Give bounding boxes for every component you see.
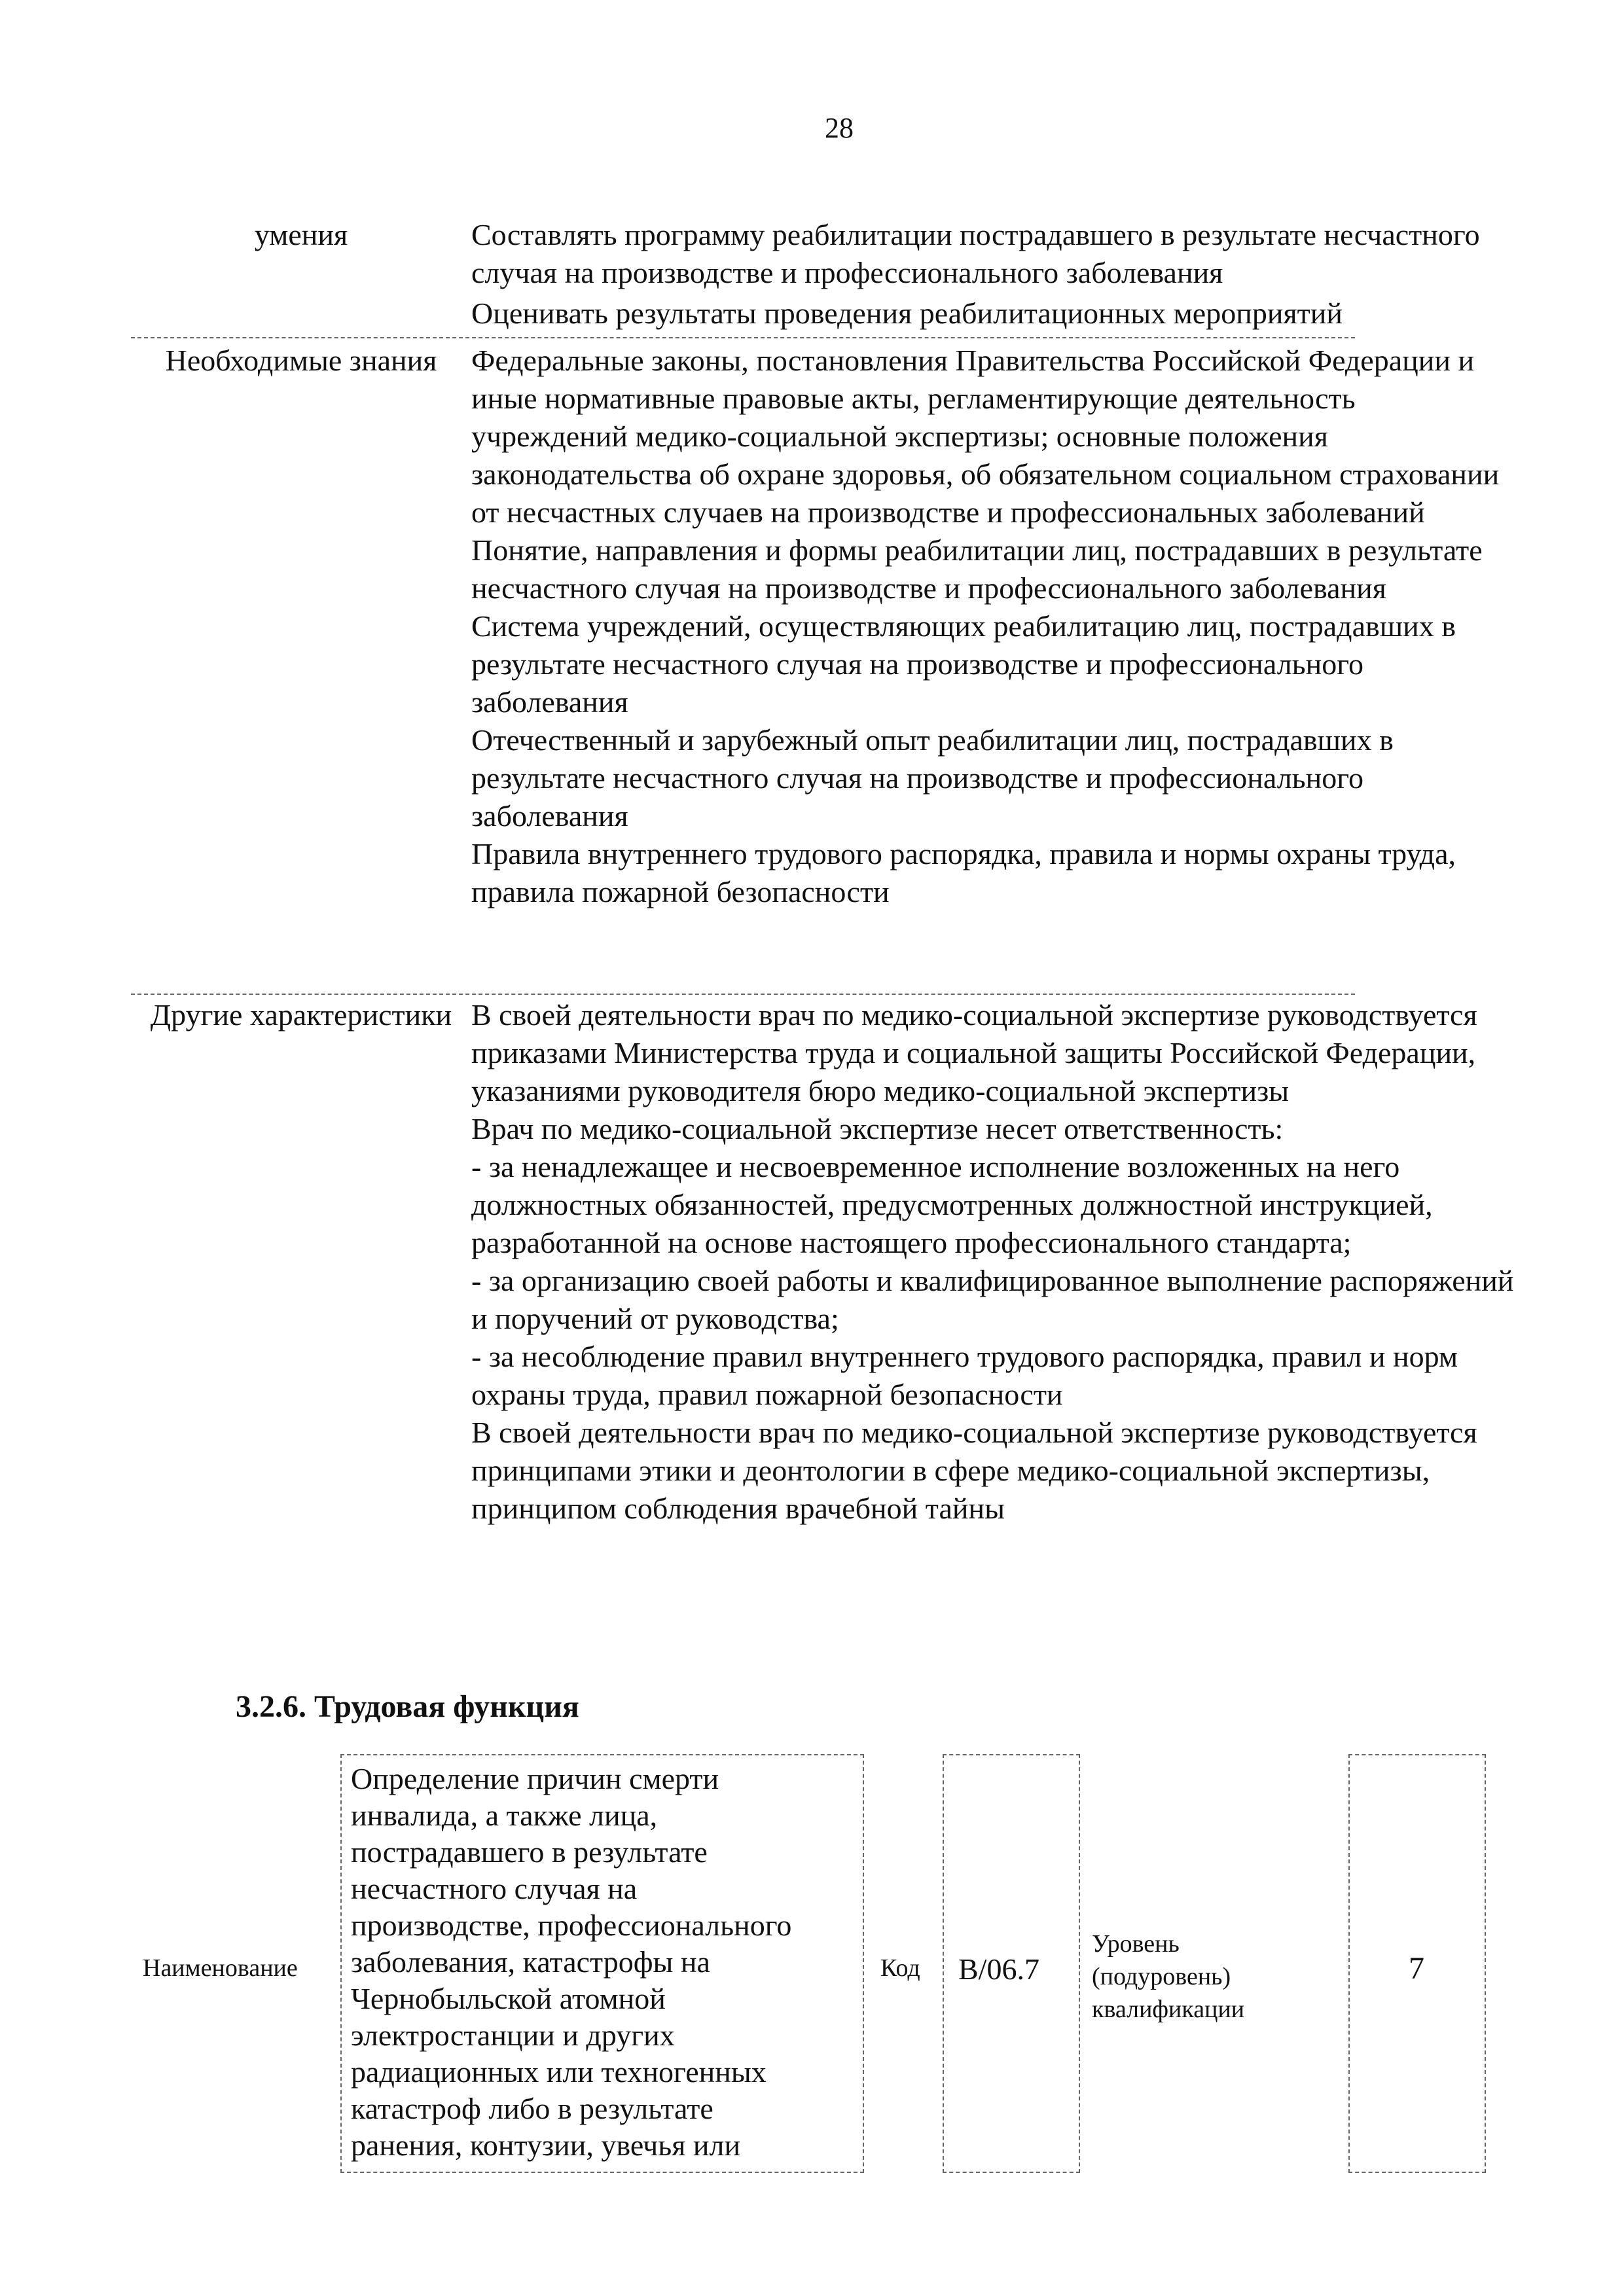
page-number: 28 [825,112,854,144]
section-title: 3.2.6. Трудовая функция [236,1689,579,1724]
level-label [1092,1928,1244,2026]
name-line: катастроф либо в результате [351,2092,713,2125]
paragraph: Понятие, направления и формы реабилитации лиц, пострадавших в результате несчастного случая на производстве и профессионального заболевания [471,533,1483,605]
paragraph: - за организацию своей работы и квалифицированное выполнение распоряжений и поручений от руководства; [471,1264,1514,1335]
name-line: пострадавшего в результате [351,1835,708,1869]
name-line: производстве, профессионального [351,1909,792,1942]
level-cell [1348,1754,1486,2173]
row-divider [131,994,1355,995]
level-label-line: квалификации [1092,1996,1245,2023]
paragraph: Составлять программу реабилитации пострадавшего в результате несчастного случая на производстве и профессионального заболевания [471,218,1480,289]
paragraph: Отечественный и зарубежный опыт реабилитации лиц, пострадавших в результате несчастного случая на производстве и профессионального заболевания [471,723,1394,833]
name-line: несчастного случая на [351,1872,638,1905]
paragraph: Оценивать результаты проведения реабилитационных мероприятий [471,296,1343,330]
name-line: Определение причин смерти [351,1762,719,1795]
row-label: Необходимые знания [165,344,437,377]
paragraph: - за ненадлежащее и несвоевременное исполнение возложенных на него должностных обязанностей, предусмотренных должностной инструкцией, разработанной на основе настоящего профессионального стандарта; [471,1150,1433,1259]
level-label-line: (подуровень) [1092,1963,1231,1990]
paragraph: Правила внутреннего трудового распорядка, правила и нормы охраны труда, правила пожарной безопасности [471,837,1456,908]
level-value: 7 [1409,1951,1424,1986]
code-cell [943,1754,1080,2173]
name-cell [340,1754,864,2173]
name-line: радиационных или техногенных [351,2055,767,2089]
paragraph: Система учреждений, осуществляющих реабилитацию лиц, пострадавших в результате несчастного случая на производстве и профессионального заболевания [471,609,1456,719]
code-value: B/06.7 [958,1952,1039,1986]
row-content [471,216,1519,332]
name-line: инвалида, а также лица, [351,1799,658,1832]
paragraph: - за несоблюдение правил внутреннего трудового распорядка, правил и норм охраны труда, правил пожарной безопасности [471,1340,1458,1411]
paragraph: В своей деятельности врач по медико-социальной экспертизе руководствуется приказами Министерства труда и социальной защиты Российской Федерации, указаниями руководителя бюро медико-социальной экспертизы [471,998,1477,1107]
level-label-line: Уровень [1092,1930,1180,1958]
name-line: ранения, контузии, увечья или [351,2128,741,2162]
row-label: Другие характеристики [150,998,452,1031]
name-line: электростанции и других [351,2018,675,2052]
code-label: Код [880,1954,920,1982]
row-label: умения [254,218,348,251]
paragraph: Врач по медико-социальной экспертизе несет ответственность: [471,1112,1284,1145]
name-label: Наименование [143,1954,298,1982]
paragraph: В своей деятельности врач по медико-социальной экспертизе руководствуется принципами этики и деонтологии в сфере медико-социальной экспертизы, принципом соблюдения врачебной тайны [471,1416,1477,1525]
row-content [471,342,1519,911]
name-line: заболевания, катастрофы на [351,1945,710,1979]
name-line: Чернобыльской атомной [351,1982,666,2015]
row-divider [131,337,1355,338]
paragraph: Федеральные законы, постановления Правительства Российской Федерации и иные нормативные правовые акты, регламентирующие деятельность учреждений медико-социальной экспертизы; основные положения законодательства об охране здоровья, об обязательном социальном страховании от несчастных случаев на производстве и профессиональных заболеваний [471,344,1500,529]
row-content [471,996,1519,1528]
